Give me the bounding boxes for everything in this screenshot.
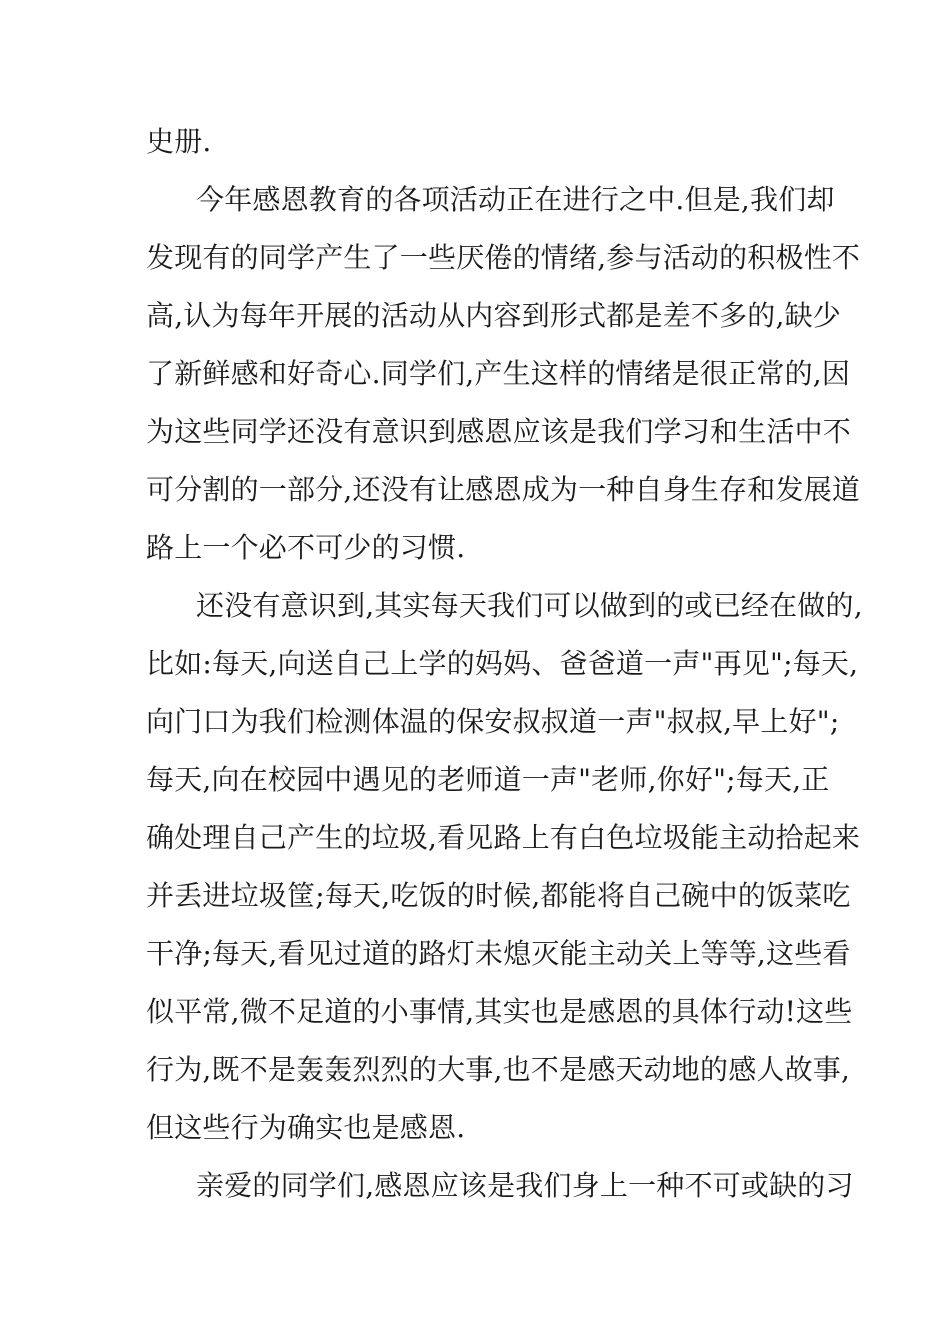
- text-line: 似平常,微不足道的小事情,其实也是感恩的具体行动!这些: [146, 995, 853, 1028]
- text-line: 发现有的同学产生了一些厌倦的情绪,参与活动的积极性不: [146, 241, 861, 274]
- text-line: 确处理自己产生的垃圾,看见路上有白色垃圾能主动拾起来: [146, 821, 861, 854]
- text-line: 还没有意识到,其实每天我们可以做到的或已经在做的,: [196, 589, 863, 622]
- text-line: 路上一个必不可少的习惯.: [146, 531, 466, 564]
- text-line: 今年感恩教育的各项活动正在进行之中.但是,我们却: [196, 183, 835, 216]
- text-line: 了新鲜感和好奇心.同学们,产生这样的情绪是很正常的,因: [146, 357, 851, 390]
- text-line: 为这些同学还没有意识到感恩应该是我们学习和生活中不: [146, 415, 852, 448]
- text-line: 每天,向在校园中遇见的老师道一声"老师,你好";每天,正: [146, 763, 830, 796]
- text-line: 向门口为我们检测体温的保安叔叔道一声"叔叔,早上好";: [146, 705, 840, 738]
- text-line: 史册.: [146, 125, 212, 158]
- text-line: 亲爱的同学们,感恩应该是我们身上一种不可或缺的习: [196, 1169, 854, 1202]
- text-line: 高,认为每年开展的活动从内容到形式都是差不多的,缺少: [146, 299, 842, 332]
- text-line: 并丢进垃圾筐;每天,吃饭的时候,都能将自己碗中的饭菜吃: [146, 879, 851, 912]
- text-line: 比如:每天,向送自己上学的妈妈、爸爸道一声"再见";每天,: [146, 647, 859, 680]
- text-line: 但这些行为确实也是感恩.: [146, 1111, 466, 1144]
- text-line: 可分割的一部分,还没有让感恩成为一种自身生存和发展道: [146, 473, 861, 506]
- text-line: 行为,既不是轰轰烈烈的大事,也不是感天动地的感人故事,: [146, 1053, 851, 1086]
- text-line: 干净;每天,看见过道的路灯未熄灭能主动关上等等,这些看: [146, 937, 851, 970]
